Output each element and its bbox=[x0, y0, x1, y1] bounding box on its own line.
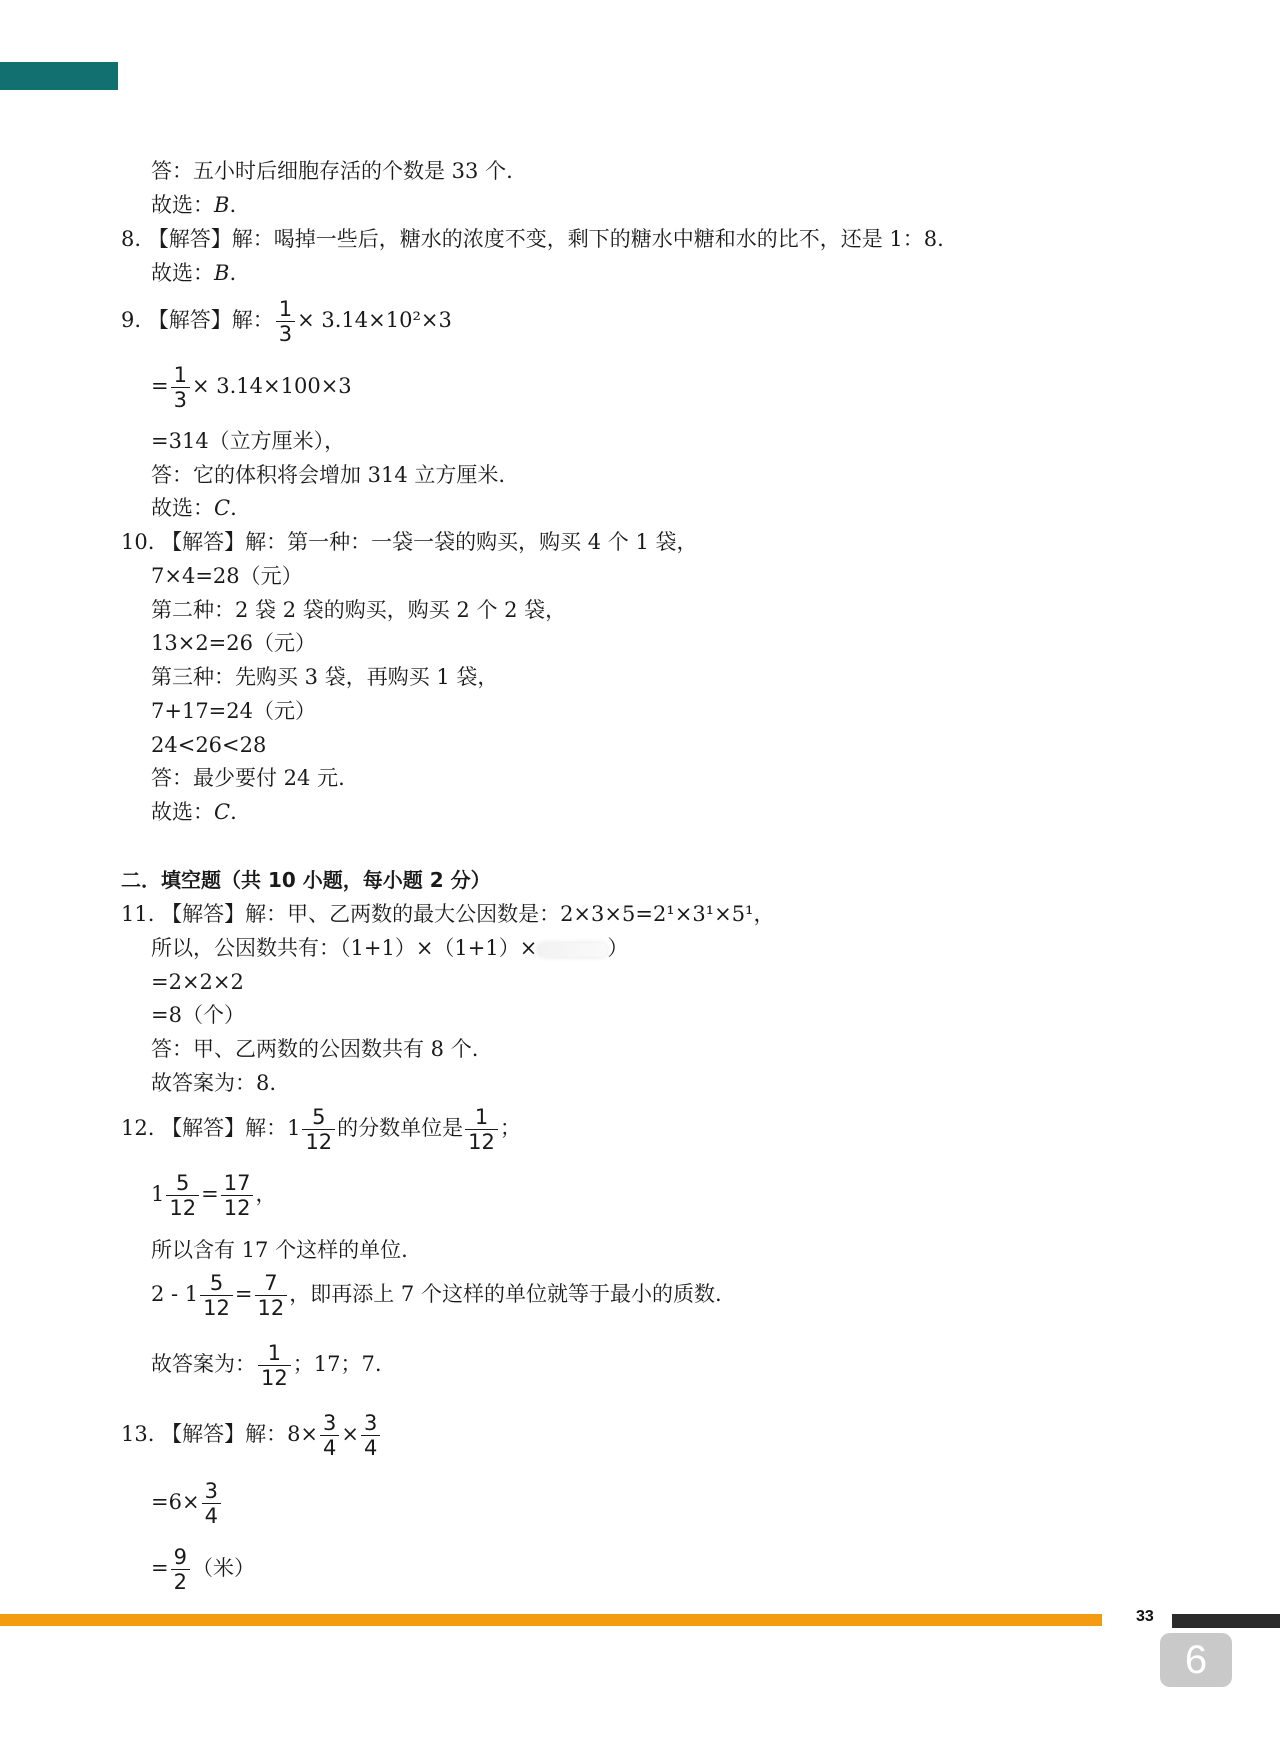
comparison-line: 24<26<28 bbox=[151, 733, 267, 757]
numerator: 5 bbox=[200, 1271, 233, 1296]
text-segment: B bbox=[214, 193, 230, 217]
choice-line-8 bbox=[151, 259, 236, 287]
fraction bbox=[302, 1105, 335, 1154]
denominator: 12 bbox=[257, 1296, 285, 1320]
denominator: 12 bbox=[261, 1366, 288, 1390]
answer-line-9: 答：它的体积将会增加 314 立方厘米. bbox=[151, 463, 506, 487]
text-segment: × bbox=[341, 1422, 360, 1446]
final-answer-12 bbox=[151, 1334, 382, 1394]
text-segment: 故选： bbox=[151, 496, 214, 520]
text-segment: 故答案为： bbox=[151, 1352, 256, 1376]
fraction bbox=[276, 297, 295, 346]
text-segment: ； bbox=[499, 1116, 521, 1140]
text-segment: 2 - 1 bbox=[151, 1282, 199, 1306]
equation-line: =314（立方厘米）， bbox=[151, 429, 346, 453]
footer-dark-bar bbox=[1172, 1614, 1280, 1628]
choice-line-7 bbox=[151, 191, 236, 219]
denominator: 12 bbox=[169, 1196, 197, 1220]
solution-8: 8. 【解答】解：喝掉一些后，糖水的浓度不变，剩下的糖水中糖和水的比不，还是 1：8. bbox=[121, 227, 944, 251]
text-segment: . bbox=[229, 193, 237, 217]
numerator: 5 bbox=[166, 1171, 199, 1196]
denominator: 2 bbox=[173, 1570, 187, 1594]
numerator: 3 bbox=[202, 1479, 221, 1504]
text-segment: 所以，公因数共有：（1+1）×（1+1）× bbox=[151, 936, 538, 960]
text-line: 第三种：先购买 3 袋，再购买 1 袋， bbox=[151, 665, 499, 689]
solution-13 bbox=[121, 1404, 382, 1464]
equation-line bbox=[151, 1164, 276, 1224]
answer-line-10: 答：最少要付 24 元. bbox=[151, 766, 345, 790]
numerator: 17 bbox=[221, 1171, 254, 1196]
solution-12 bbox=[121, 1098, 521, 1158]
text-segment: ） bbox=[607, 936, 629, 960]
text-segment: C bbox=[214, 800, 231, 824]
solution-9 bbox=[121, 290, 452, 350]
equation-line: 7×4=28（元） bbox=[151, 564, 303, 588]
text-segment: （米） bbox=[191, 1556, 255, 1580]
text-segment: . bbox=[230, 496, 237, 520]
numerator: 9 bbox=[171, 1545, 190, 1570]
text-segment: 13. 【解答】解：8× bbox=[121, 1422, 319, 1446]
fraction bbox=[166, 1171, 199, 1220]
numerator: 7 bbox=[255, 1271, 288, 1296]
blurred-region bbox=[537, 943, 607, 957]
equation-line: 13×2=26（元） bbox=[151, 631, 316, 655]
equation-line bbox=[151, 1538, 255, 1598]
fraction bbox=[255, 1271, 288, 1320]
text-line bbox=[151, 934, 628, 962]
equation-line bbox=[151, 1472, 223, 1532]
numerator: 1 bbox=[171, 363, 190, 388]
denominator: 3 bbox=[278, 322, 293, 346]
denominator: 12 bbox=[305, 1130, 333, 1154]
equation-line bbox=[151, 1264, 722, 1324]
numerator: 1 bbox=[258, 1341, 291, 1366]
equation-line: =8（个） bbox=[151, 1003, 245, 1027]
fraction bbox=[320, 1411, 339, 1460]
equation-line: =2×2×2 bbox=[151, 970, 244, 994]
text-segment: ， bbox=[255, 1182, 277, 1206]
choice-line-9 bbox=[151, 494, 237, 522]
text-segment: × 3.14×100×3 bbox=[191, 374, 352, 398]
final-answer-11: 故答案为：8. bbox=[151, 1071, 277, 1095]
section-heading: 二．填空题（共 10 小题，每小题 2 分） bbox=[121, 868, 491, 892]
text-segment: 故选： bbox=[151, 261, 214, 285]
numerator: 5 bbox=[302, 1105, 335, 1130]
equation-line bbox=[151, 356, 352, 416]
text-segment: 12. 【解答】解：1 bbox=[121, 1116, 301, 1140]
numerator: 3 bbox=[320, 1411, 339, 1436]
denominator: 4 bbox=[204, 1504, 218, 1528]
text-line: 第二种：2 袋 2 袋的购买，购买 2 个 2 袋， bbox=[151, 598, 567, 622]
fraction bbox=[361, 1411, 380, 1460]
denominator: 3 bbox=[173, 388, 187, 412]
denominator: 12 bbox=[468, 1130, 495, 1154]
solution-11: 11. 【解答】解：甲、乙两数的最大公因数是：2×3×5=2¹×3¹×5¹， bbox=[121, 902, 775, 926]
answer-line-11: 答：甲、乙两数的公因数共有 8 个. bbox=[151, 1037, 479, 1061]
text-segment: ，即再添上 7 个这样的单位就等于最小的质数. bbox=[289, 1282, 722, 1306]
text-line: 所以含有 17 个这样的单位. bbox=[151, 1238, 408, 1262]
fraction bbox=[171, 1545, 190, 1594]
solution-10: 10. 【解答】解：第一种：一袋一袋的购买，购买 4 个 1 袋， bbox=[121, 530, 698, 554]
text-segment: 9. 【解答】解： bbox=[121, 308, 274, 332]
page-badge: 6 bbox=[1160, 1633, 1232, 1687]
fraction bbox=[202, 1479, 221, 1528]
text-segment: = bbox=[151, 374, 169, 398]
footer-orange-bar bbox=[0, 1614, 1102, 1626]
answer-line-7: 答：五小时后细胞存活的个数是 33 个. bbox=[151, 159, 513, 183]
text-segment: 故选： bbox=[151, 800, 214, 824]
fraction bbox=[465, 1105, 498, 1154]
text-segment: 1 bbox=[151, 1182, 165, 1206]
fraction bbox=[171, 363, 190, 412]
text-segment: . bbox=[230, 800, 237, 824]
text-segment: 故选： bbox=[151, 193, 214, 217]
text-segment: = bbox=[234, 1282, 253, 1306]
choice-line-10 bbox=[151, 798, 237, 826]
text-segment: . bbox=[229, 261, 237, 285]
page-number: 33 bbox=[1136, 1608, 1154, 1625]
text-segment: =6× bbox=[151, 1490, 200, 1514]
text-segment: 的分数单位是 bbox=[337, 1116, 464, 1140]
text-segment: ；17；7. bbox=[292, 1352, 382, 1376]
numerator: 3 bbox=[361, 1411, 380, 1436]
text-segment: B bbox=[214, 261, 230, 285]
denominator: 4 bbox=[364, 1436, 378, 1460]
denominator: 4 bbox=[323, 1436, 337, 1460]
fraction bbox=[221, 1171, 254, 1220]
text-segment: = bbox=[201, 1182, 219, 1206]
text-segment: = bbox=[151, 1556, 169, 1580]
fraction bbox=[200, 1271, 233, 1320]
text-segment: C bbox=[214, 496, 231, 520]
text-segment: × 3.14×10²×3 bbox=[297, 308, 452, 332]
header-accent-bar bbox=[0, 62, 118, 90]
numerator: 1 bbox=[276, 297, 295, 322]
fraction bbox=[258, 1341, 291, 1390]
numerator: 1 bbox=[465, 1105, 498, 1130]
denominator: 12 bbox=[223, 1196, 251, 1220]
equation-line: 7+17=24（元） bbox=[151, 699, 316, 723]
denominator: 12 bbox=[203, 1296, 230, 1320]
